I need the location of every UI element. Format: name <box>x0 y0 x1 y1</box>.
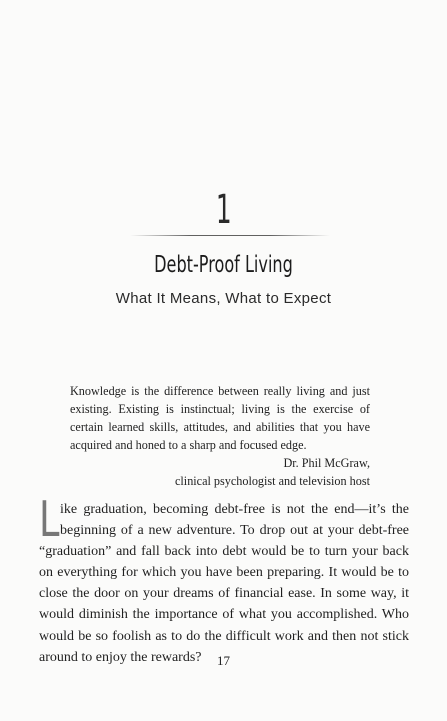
epigraph-quote: Knowledge is the difference between really living and just existing. Existing is instinctual; living is the exercise of certain learned skills, attitudes, and abilities that you have acquired and honed to a sharp and focused edge. <box>70 384 370 452</box>
chapter-subtitle: What It Means, What to Expect <box>115 290 332 307</box>
epigraph-author-role: clinical psychologist and television host <box>175 474 370 488</box>
chapter-divider <box>130 235 330 236</box>
chapter-number: 1 <box>215 187 232 233</box>
epigraph <box>70 382 370 490</box>
page-number: 17 <box>217 653 230 668</box>
drop-cap: L <box>39 491 60 548</box>
body-paragraph-text: ike graduation, becoming debt-free is not the end—it’s the beginning of a new adventure. To drop out at your debt-free “graduation” and fall back into debt would be to turn your back on everything for which you have been preparing. It would be to close the door on your dreams of financial ease. In some way, it would diminish the importance of what you accomplished. Who would be so foolish as to do the difficult work and then not stick around to enjoy the rewards? <box>39 502 409 665</box>
chapter-title: Debt-Proof Living <box>154 252 293 278</box>
epigraph-author: Dr. Phil McGraw, <box>283 456 370 470</box>
body-paragraph <box>39 491 409 668</box>
